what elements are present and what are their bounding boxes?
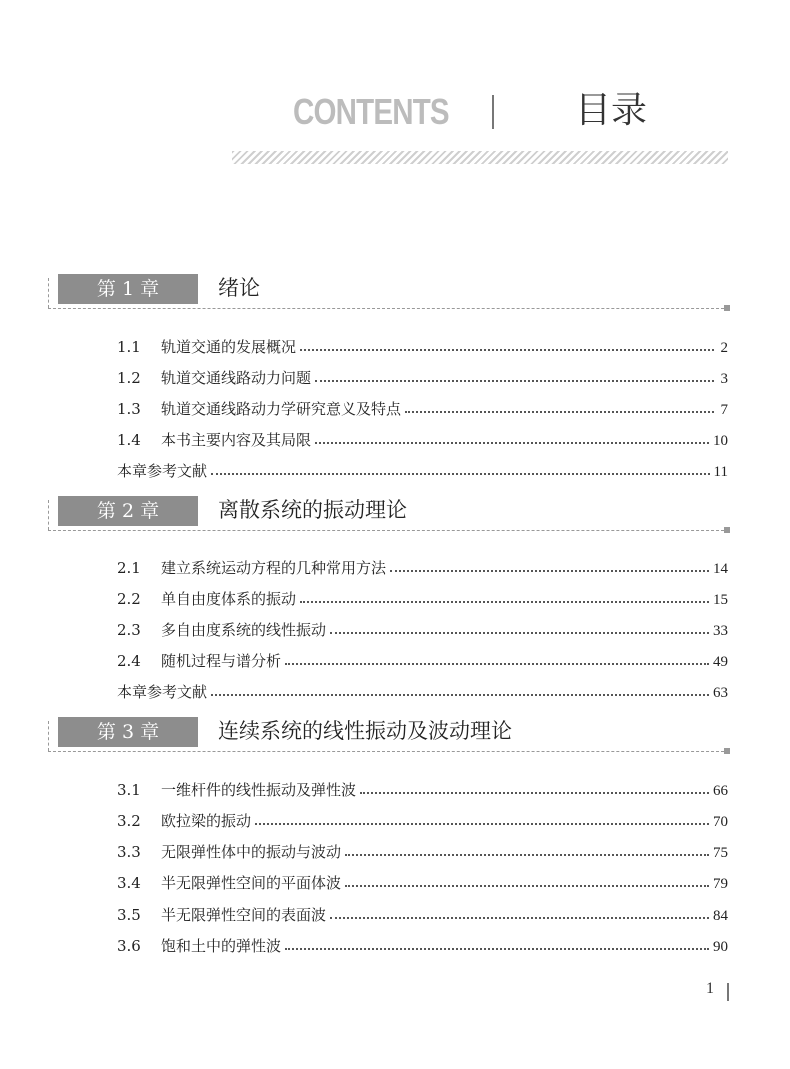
toc-number: 3.5 [117, 906, 141, 924]
toc-entry-2-references[interactable] [117, 680, 728, 704]
toc-page-number: 75 [713, 845, 728, 861]
toc-page-number: 10 [713, 433, 728, 449]
chapter-header [48, 494, 730, 534]
chapter-title: 连续系统的线性振动及波动理论 [218, 719, 512, 743]
dot-leader [211, 473, 710, 475]
toc-title: 轨道交通线路动力问题 [161, 369, 312, 387]
dot-leader [255, 823, 709, 825]
toc-title: 一维杆件的线性振动及弹性波 [161, 781, 357, 799]
chapter-title: 离散系统的振动理论 [218, 498, 407, 522]
dot-leader [405, 411, 714, 413]
dot-leader [315, 380, 714, 382]
toc-entry-1-1[interactable] [117, 335, 728, 359]
toc-entry-1-2[interactable] [117, 366, 728, 390]
toc-page-number: 84 [713, 908, 728, 924]
dot-leader [330, 632, 709, 634]
toc-entry-1-4[interactable] [117, 428, 728, 452]
footer-page-number: 1 [706, 980, 714, 997]
toc-title: 饱和土中的弹性波 [161, 937, 282, 955]
toc-number: 3.2 [117, 812, 141, 830]
toc-title: 本书主要内容及其局限 [161, 431, 312, 449]
hatched-divider [232, 151, 728, 164]
toc-page-number: 3 [720, 371, 728, 387]
toc-number: 2.4 [117, 652, 141, 670]
toc-title: 建立系统运动方程的几种常用方法 [161, 559, 387, 577]
chapter-rule-end-marker [724, 527, 730, 533]
toc-title: 欧拉梁的振动 [161, 812, 252, 830]
dot-leader [345, 854, 709, 856]
toc-entry-3-1[interactable] [117, 778, 728, 802]
toc-number: 1.4 [117, 431, 141, 449]
toc-page-number: 33 [713, 623, 728, 639]
dot-leader [345, 885, 709, 887]
toc-title: 多自由度系统的线性振动 [161, 621, 327, 639]
toc-title: 随机过程与谱分析 [161, 652, 282, 670]
page-title: 目录 [575, 90, 648, 131]
toc-entry-3-2[interactable] [117, 809, 728, 833]
toc-number: 1.1 [117, 338, 141, 356]
dot-leader [360, 792, 709, 794]
chapter-left-rule [48, 278, 49, 308]
toc-entry-2-1[interactable] [117, 556, 728, 580]
toc-number: 3.3 [117, 843, 141, 861]
toc-title: 轨道交通的发展概况 [161, 338, 297, 356]
dot-leader [211, 694, 709, 696]
toc-title: 单自由度体系的振动 [161, 590, 297, 608]
chapter-bottom-rule [48, 308, 724, 309]
chapter-badge: 第 2 章 [58, 496, 198, 526]
toc-number: 1.3 [117, 400, 141, 418]
chapter-bottom-rule [48, 751, 724, 752]
toc-page-number: 14 [713, 561, 728, 577]
toc-title: 轨道交通线路动力学研究意义及特点 [161, 400, 402, 418]
toc-page-number: 63 [713, 685, 728, 701]
chapter-badge: 第 1 章 [58, 274, 198, 304]
toc-number: 3.6 [117, 937, 141, 955]
toc-number: 1.2 [117, 369, 141, 387]
toc-page-number: 15 [713, 592, 728, 608]
dot-leader [390, 570, 709, 572]
dot-leader [285, 663, 709, 665]
contents-heading: CONTENTS [293, 91, 449, 132]
toc-entry-3-4[interactable] [117, 871, 728, 895]
chapter-header [48, 272, 730, 312]
chapter-header [48, 715, 730, 755]
chapter-title: 绪论 [218, 276, 260, 300]
toc-page-number: 70 [713, 814, 728, 830]
dot-leader [300, 601, 709, 603]
dot-leader [300, 349, 714, 351]
page-header [0, 0, 790, 175]
toc-page-number: 7 [720, 402, 728, 418]
chapter-left-rule [48, 721, 49, 751]
toc-entry-3-5[interactable] [117, 903, 728, 927]
dot-leader [330, 917, 709, 919]
toc-page-number: 49 [713, 654, 728, 670]
toc-page-number: 79 [713, 876, 728, 892]
toc-entry-2-4[interactable] [117, 649, 728, 673]
toc-page-number: 11 [713, 464, 728, 480]
toc-entry-1-3[interactable] [117, 397, 728, 421]
toc-number: 3.4 [117, 874, 141, 892]
toc-number: 2.3 [117, 621, 141, 639]
footer-bar [727, 983, 729, 1001]
dot-leader [285, 948, 709, 950]
toc-entry-2-3[interactable] [117, 618, 728, 642]
toc-page-number: 90 [713, 939, 728, 955]
toc-entry-3-6[interactable] [117, 934, 728, 958]
toc-title: 半无限弹性空间的表面波 [161, 906, 327, 924]
toc-entry-2-2[interactable] [117, 587, 728, 611]
chapter-rule-end-marker [724, 305, 730, 311]
toc-page-number: 2 [720, 340, 728, 356]
toc-entry-3-3[interactable] [117, 840, 728, 864]
toc-title: 半无限弹性空间的平面体波 [161, 874, 342, 892]
chapter-left-rule [48, 500, 49, 530]
toc-page-number: 66 [713, 783, 728, 799]
toc-number: 2.2 [117, 590, 141, 608]
toc-entry-1-references[interactable] [117, 459, 728, 483]
header-separator [492, 95, 494, 129]
toc-number: 2.1 [117, 559, 141, 577]
toc-title: 本章参考文献 [117, 683, 208, 701]
chapter-bottom-rule [48, 530, 724, 531]
toc-title: 本章参考文献 [117, 462, 208, 480]
dot-leader [315, 442, 709, 444]
chapter-badge: 第 3 章 [58, 717, 198, 747]
toc-title: 无限弹性体中的振动与波动 [161, 843, 342, 861]
toc-number: 3.1 [117, 781, 141, 799]
chapter-rule-end-marker [724, 748, 730, 754]
